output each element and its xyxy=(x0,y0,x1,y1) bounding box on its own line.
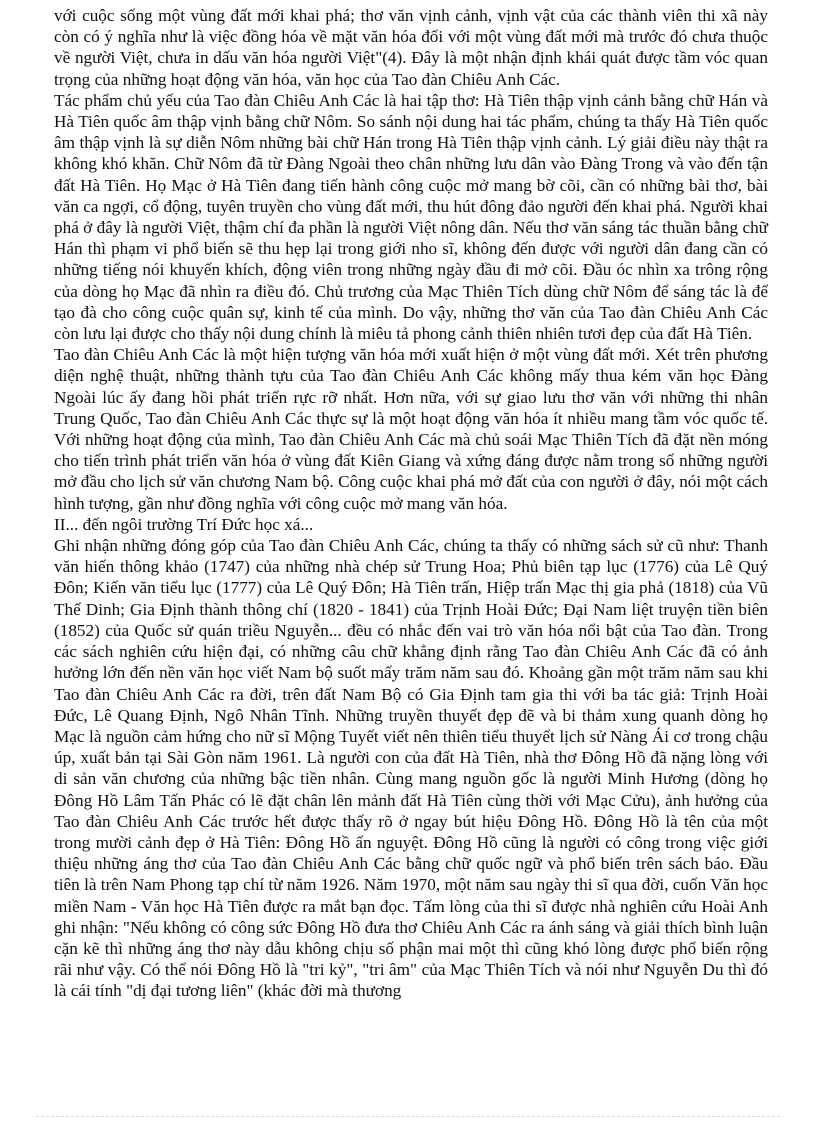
document-page xyxy=(54,5,768,1002)
page-bottom-rule xyxy=(36,1116,780,1117)
paragraph-4: Ghi nhận những đóng góp của Tao đàn Chiêu Anh Các, chúng ta thấy có những sách sử cũ như: Thanh văn hiến thông khảo (1747) của những nhà chép sử Trung Hoa; Phủ biên tạp lục (1776) của Lê Quý Đôn; Kiến văn tiểu lục (1777) của Lê Quý Đôn; Hà Tiên trấn, Hiệp trấn Mạc thị gia phả (1818) của Vũ Thế Dinh; Gia Định thành thông chí (1820 - 1841) của Trịnh Hoài Đức; Đại Nam liệt truyện tiền biên (1852) của Quốc sử quán triều Nguyễn... đều có nhắc đến vai trò văn hóa nổi bật của Tao đàn. Trong các sách nghiên cứu hiện đại, có những câu chữ khẳng định rằng Tao đàn Chiêu Anh Các đã có ảnh hưởng lớn đến nền văn học viết Nam bộ suốt mấy trăm năm sau đó. Khoảng gần một trăm năm sau khi Tao đàn Chiêu Anh Các ra đời, trên đất Nam Bộ có Gia Định tam gia thi với ba tác giả: Trịnh Hoài Đức, Lê Quang Định, Ngô Nhân Tĩnh. Những truyền thuyết đẹp đẽ và bi thảm xung quanh dòng họ Mạc là nguồn cảm hứng cho nữ sĩ Mộng Tuyết viết nên thiên tiểu thuyết lịch sử Nàng Ái cơ trong chậu úp, xuất bản tại Sài Gòn năm 1961. Là người con của đất Hà Tiên, nhà thơ Đông Hồ đã nặng lòng với di sản văn chương của những bậc tiền nhân. Cùng mang nguồn gốc là người Minh Hương (dòng họ Đông Hồ Lâm Tấn Phác có lẽ đặt chân lên mảnh đất Hà Tiên cùng thời với Mạc Cửu), ảnh hưởng của Tao đàn Chiêu Anh Các trước hết được thấy rõ ở ngay bút hiệu Đông Hồ. Đông Hồ là tên của một trong mười cảnh đẹp ở Hà Tiên: Đông Hồ ấn nguyệt. Đông Hồ cũng là người có công trong việc giới thiệu những áng thơ của Tao đàn Chiêu Anh Các bằng chữ quốc ngữ và phổ biến trên sách báo. Đầu tiên là trên Nam Phong tạp chí từ năm 1926. Năm 1970, một năm sau ngày thi sĩ qua đời, cuốn Văn học miền Nam - Văn học Hà Tiên được ra mắt bạn đọc. Tấm lòng của thi sĩ được nhà nghiên cứu Hoài Anh ghi nhận: "Nếu không có công sức Đông Hồ đưa thơ Chiêu Anh Các ra ánh sáng và giải thích bình luận cặn kẽ thì những áng thơ này dẫu không chịu số phận mai một thì cũng khó lòng được phổ biến rộng rãi như vậy. Có thể nói Đông Hồ là "tri kỷ", "tri âm" của Mạc Thiên Tích và nói như Nguyễn Du thì đó là cái tính "dị đại tương liên" (khác đời mà thương xyxy=(54,536,768,1001)
paragraph-3: Tao đàn Chiêu Anh Các là một hiện tượng văn hóa mới xuất hiện ở một vùng đất mới. Xét trên phương diện nghệ thuật, những thành tựu của Tao đàn Chiêu Anh Các không mấy thua kém văn học Đàng Ngoài lúc ấy đang hồi phát triển rực rỡ nhất. Hơn nữa, với sự giao lưu thơ văn với những thi nhân Trung Quốc, Tao đàn Chiêu Anh Các thực sự là một hoạt động văn hóa ít nhiều mang tầm vóc quốc tế. Với những hoạt động của mình, Tao đàn Chiêu Anh Các mà chủ soái Mạc Thiên Tích đã đặt nền móng cho tiến trình phát triển văn hóa ở vùng đất Kiên Giang và xứng đáng được nằm trong số những người mở đầu cho lịch sử văn chương Nam bộ. Công cuộc khai phá mở đất của con người ở đây, nói một cách hình tượng, gần như đồng nghĩa với công cuộc mở mang văn hóa. xyxy=(54,345,768,513)
section-heading: II... đến ngôi trường Trí Đức học xá... xyxy=(54,514,314,534)
paragraph-1: với cuộc sống một vùng đất mới khai phá; thơ văn vịnh cảnh, vịnh vật của các thành viên thi xã này còn có ý nghĩa như là việc đồng hóa về mặt văn hóa đối với một vùng đất mới mà trước đó chưa thuộc về người Việt, chưa in dấu văn hóa người Việt"(4). Đây là một nhận định khái quát được tầm vóc quan trọng của những hoạt động văn hóa, văn học của Tao đàn Chiêu Anh Các. xyxy=(54,6,768,89)
paragraph-2: Tác phẩm chủ yếu của Tao đàn Chiêu Anh Các là hai tập thơ: Hà Tiên thập vịnh cảnh bằng chữ Hán và Hà Tiên quốc âm thập vịnh bằng chữ Nôm. So sánh nội dung hai tác phẩm, chúng ta thấy Hà Tiên quốc âm thập vịnh là sự diễn Nôm những bài chữ Hán trong Hà Tiên thập vịnh cảnh. Lý giải điều này thật ra không khó khăn. Chữ Nôm đã từ Đàng Ngoài theo chân những lưu dân vào Đàng Trong và vào đến tận đất Hà Tiên. Họ Mạc ở Hà Tiên đang tiến hành công cuộc mở mang bờ cõi, cần có những bài thơ, bài văn ca ngợi, cổ động, tuyên truyền cho vùng đất mới, thu hút đông đảo người đến khai phá. Người khai phá ở đây là người Việt, thậm chí đa phần là người Việt nông dân. Nếu thơ văn sáng tác thuần bằng chữ Hán thì phạm vi phổ biến sẽ thu hẹp lại trong giới nho sĩ, không đến được với người dân đang cần có những tiếng nói khuyến khích, động viên trong những ngày đầu đi mở cõi. Đầu óc nhìn xa trông rộng của dòng họ Mạc đã nhìn ra điều đó. Chủ trương của Mạc Thiên Tích dùng chữ Nôm để sáng tác là để tạo đà cho công cuộc quân sự, kinh tế của mình. Do vậy, những thơ văn của Tao đàn Chiêu Anh Các còn lưu lại được cho thấy nội dung chính là miêu tả phong cảnh thiên nhiên tươi đẹp của đất Hà Tiên. xyxy=(54,90,768,344)
